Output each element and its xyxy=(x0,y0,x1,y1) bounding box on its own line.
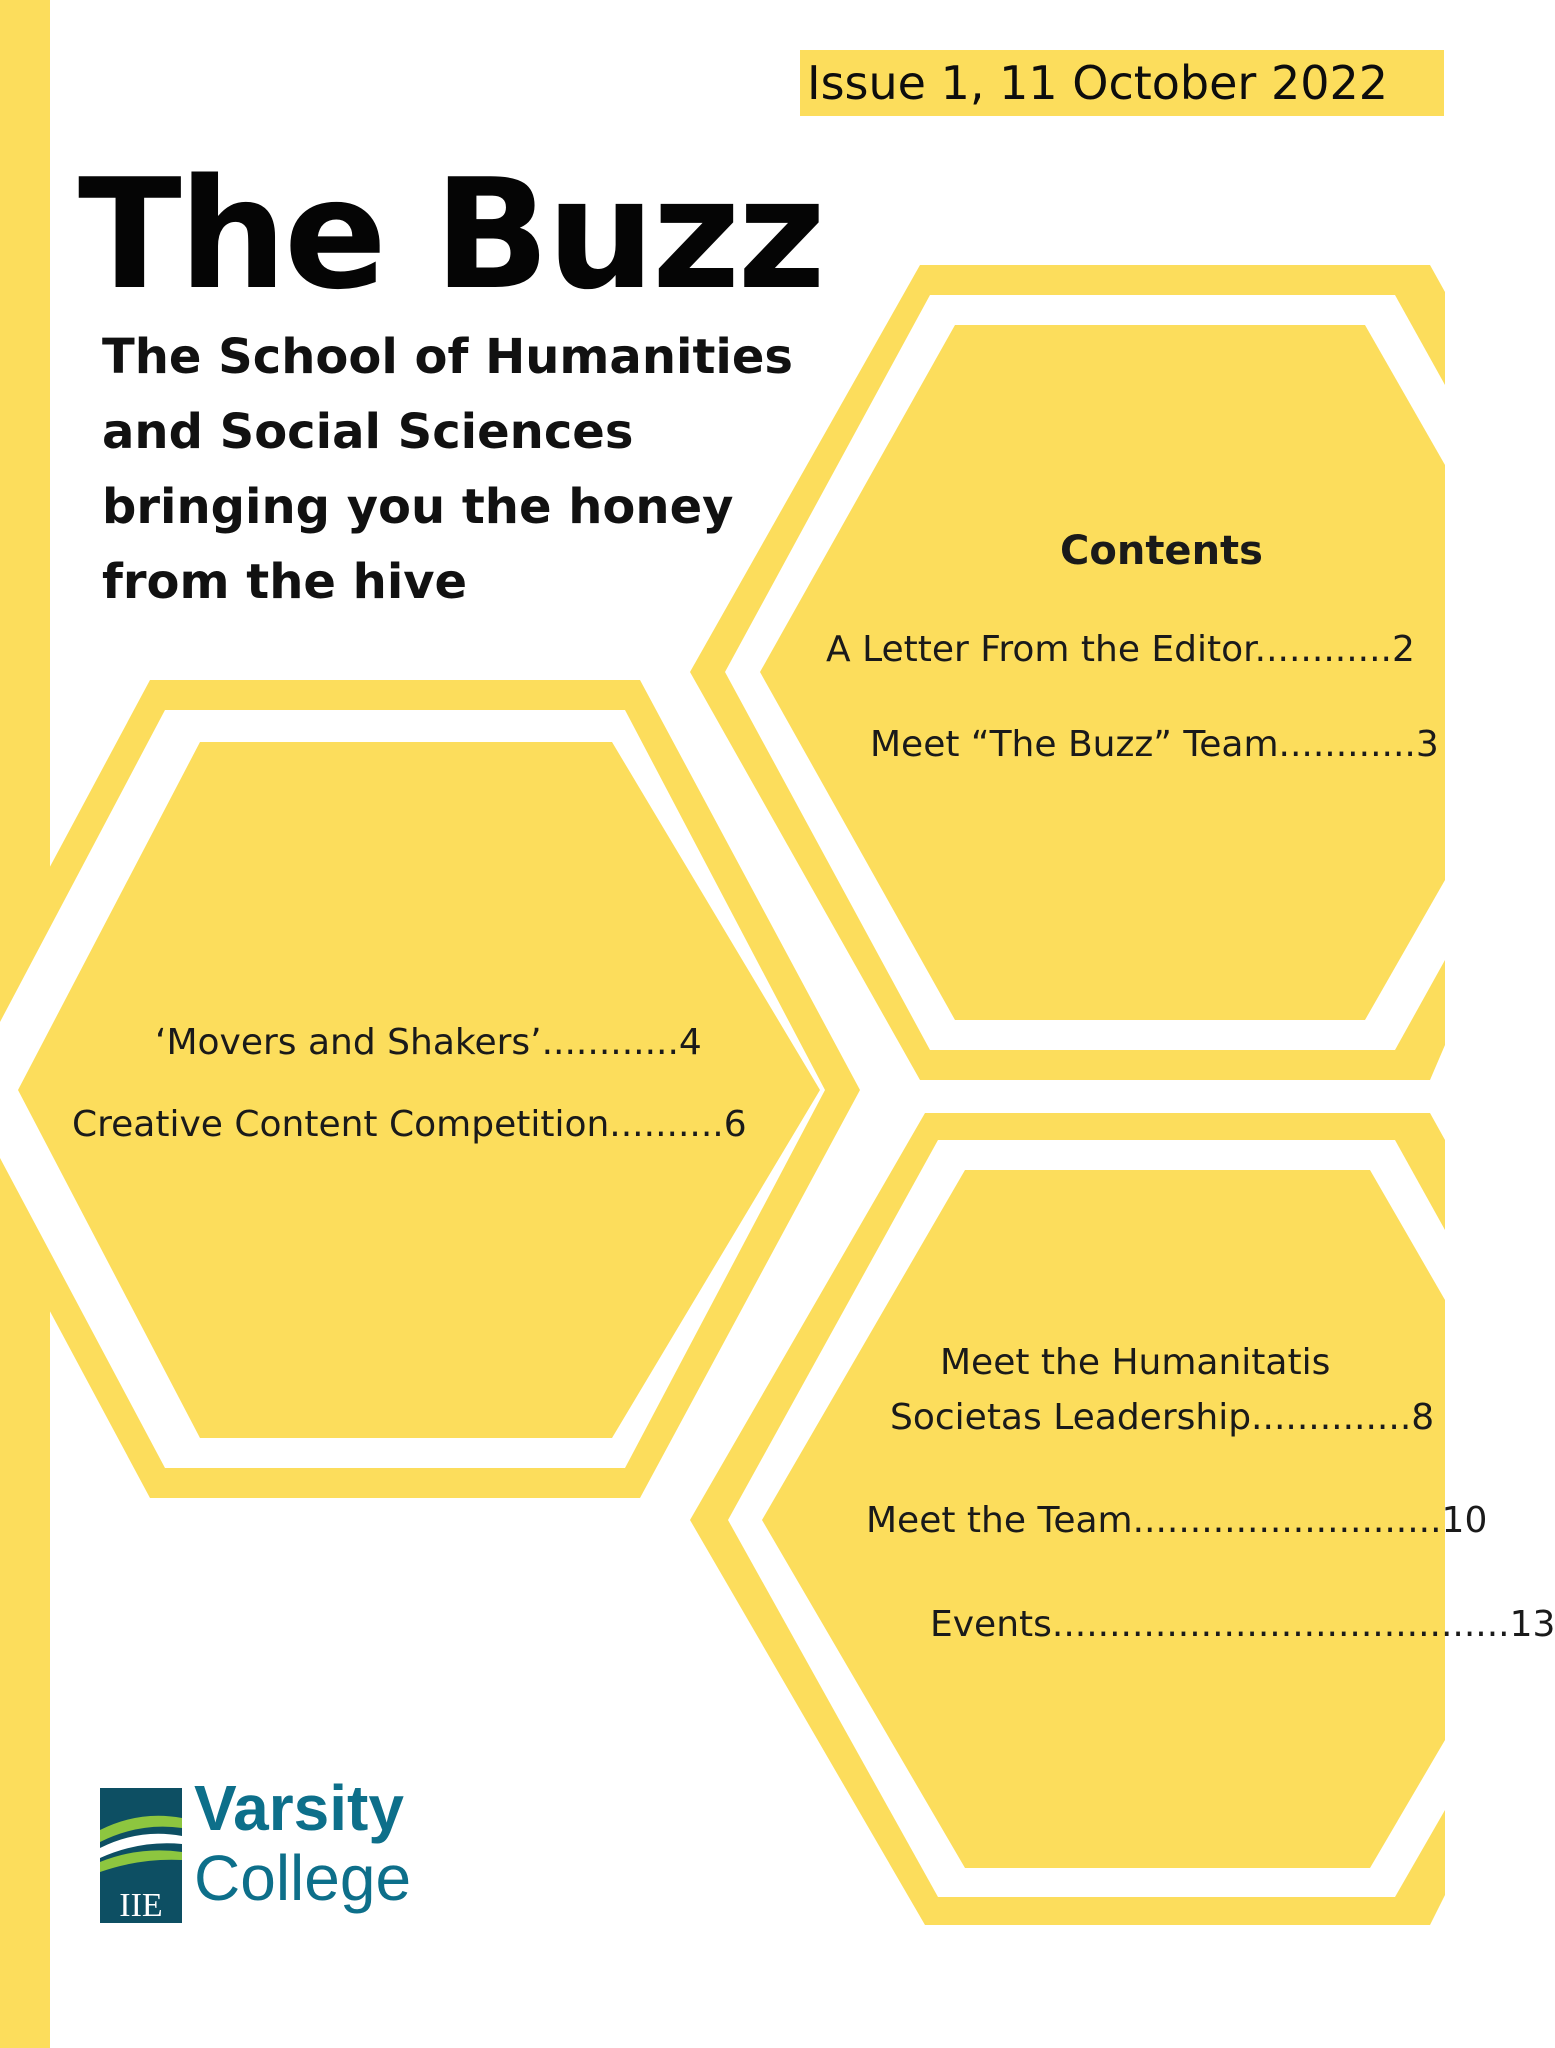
logo-text-college: College xyxy=(194,1842,412,1914)
subtitle: The School of Humanities and Social Sciences bringing you the honey from the hive xyxy=(102,329,793,610)
issue-banner: Issue 1, 11 October 2022 xyxy=(800,50,1444,116)
toc-item-humanitatis-line2[interactable]: Societas Leadership..............8 xyxy=(890,1397,1435,1438)
hexagon-left xyxy=(0,680,860,1498)
toc-item-meet-the-team[interactable]: Meet the Team...........................10 xyxy=(866,1500,1488,1541)
toc-item-humanitatis-line1[interactable]: Meet the Humanitatis xyxy=(940,1342,1331,1383)
toc-item-movers-and-shakers[interactable]: ‘Movers and Shakers’............4 xyxy=(155,1022,702,1063)
contents-heading: Contents xyxy=(1060,528,1263,574)
logo-text-varsity: Varsity xyxy=(194,1772,404,1844)
logo-mark-text: IIE xyxy=(119,1887,163,1924)
varsity-college-logo-mark-icon xyxy=(100,1788,182,1923)
toc-item-letter-from-editor[interactable]: A Letter From the Editor............2 xyxy=(826,629,1415,670)
toc-item-creative-content-competition[interactable]: Creative Content Competition..........6 xyxy=(72,1104,747,1145)
toc-item-meet-buzz-team[interactable]: Meet “The Buzz” Team............3 xyxy=(870,724,1439,765)
page-title: The Buzz xyxy=(78,146,823,323)
toc-item-events[interactable]: Events........................................13 xyxy=(930,1604,1555,1645)
